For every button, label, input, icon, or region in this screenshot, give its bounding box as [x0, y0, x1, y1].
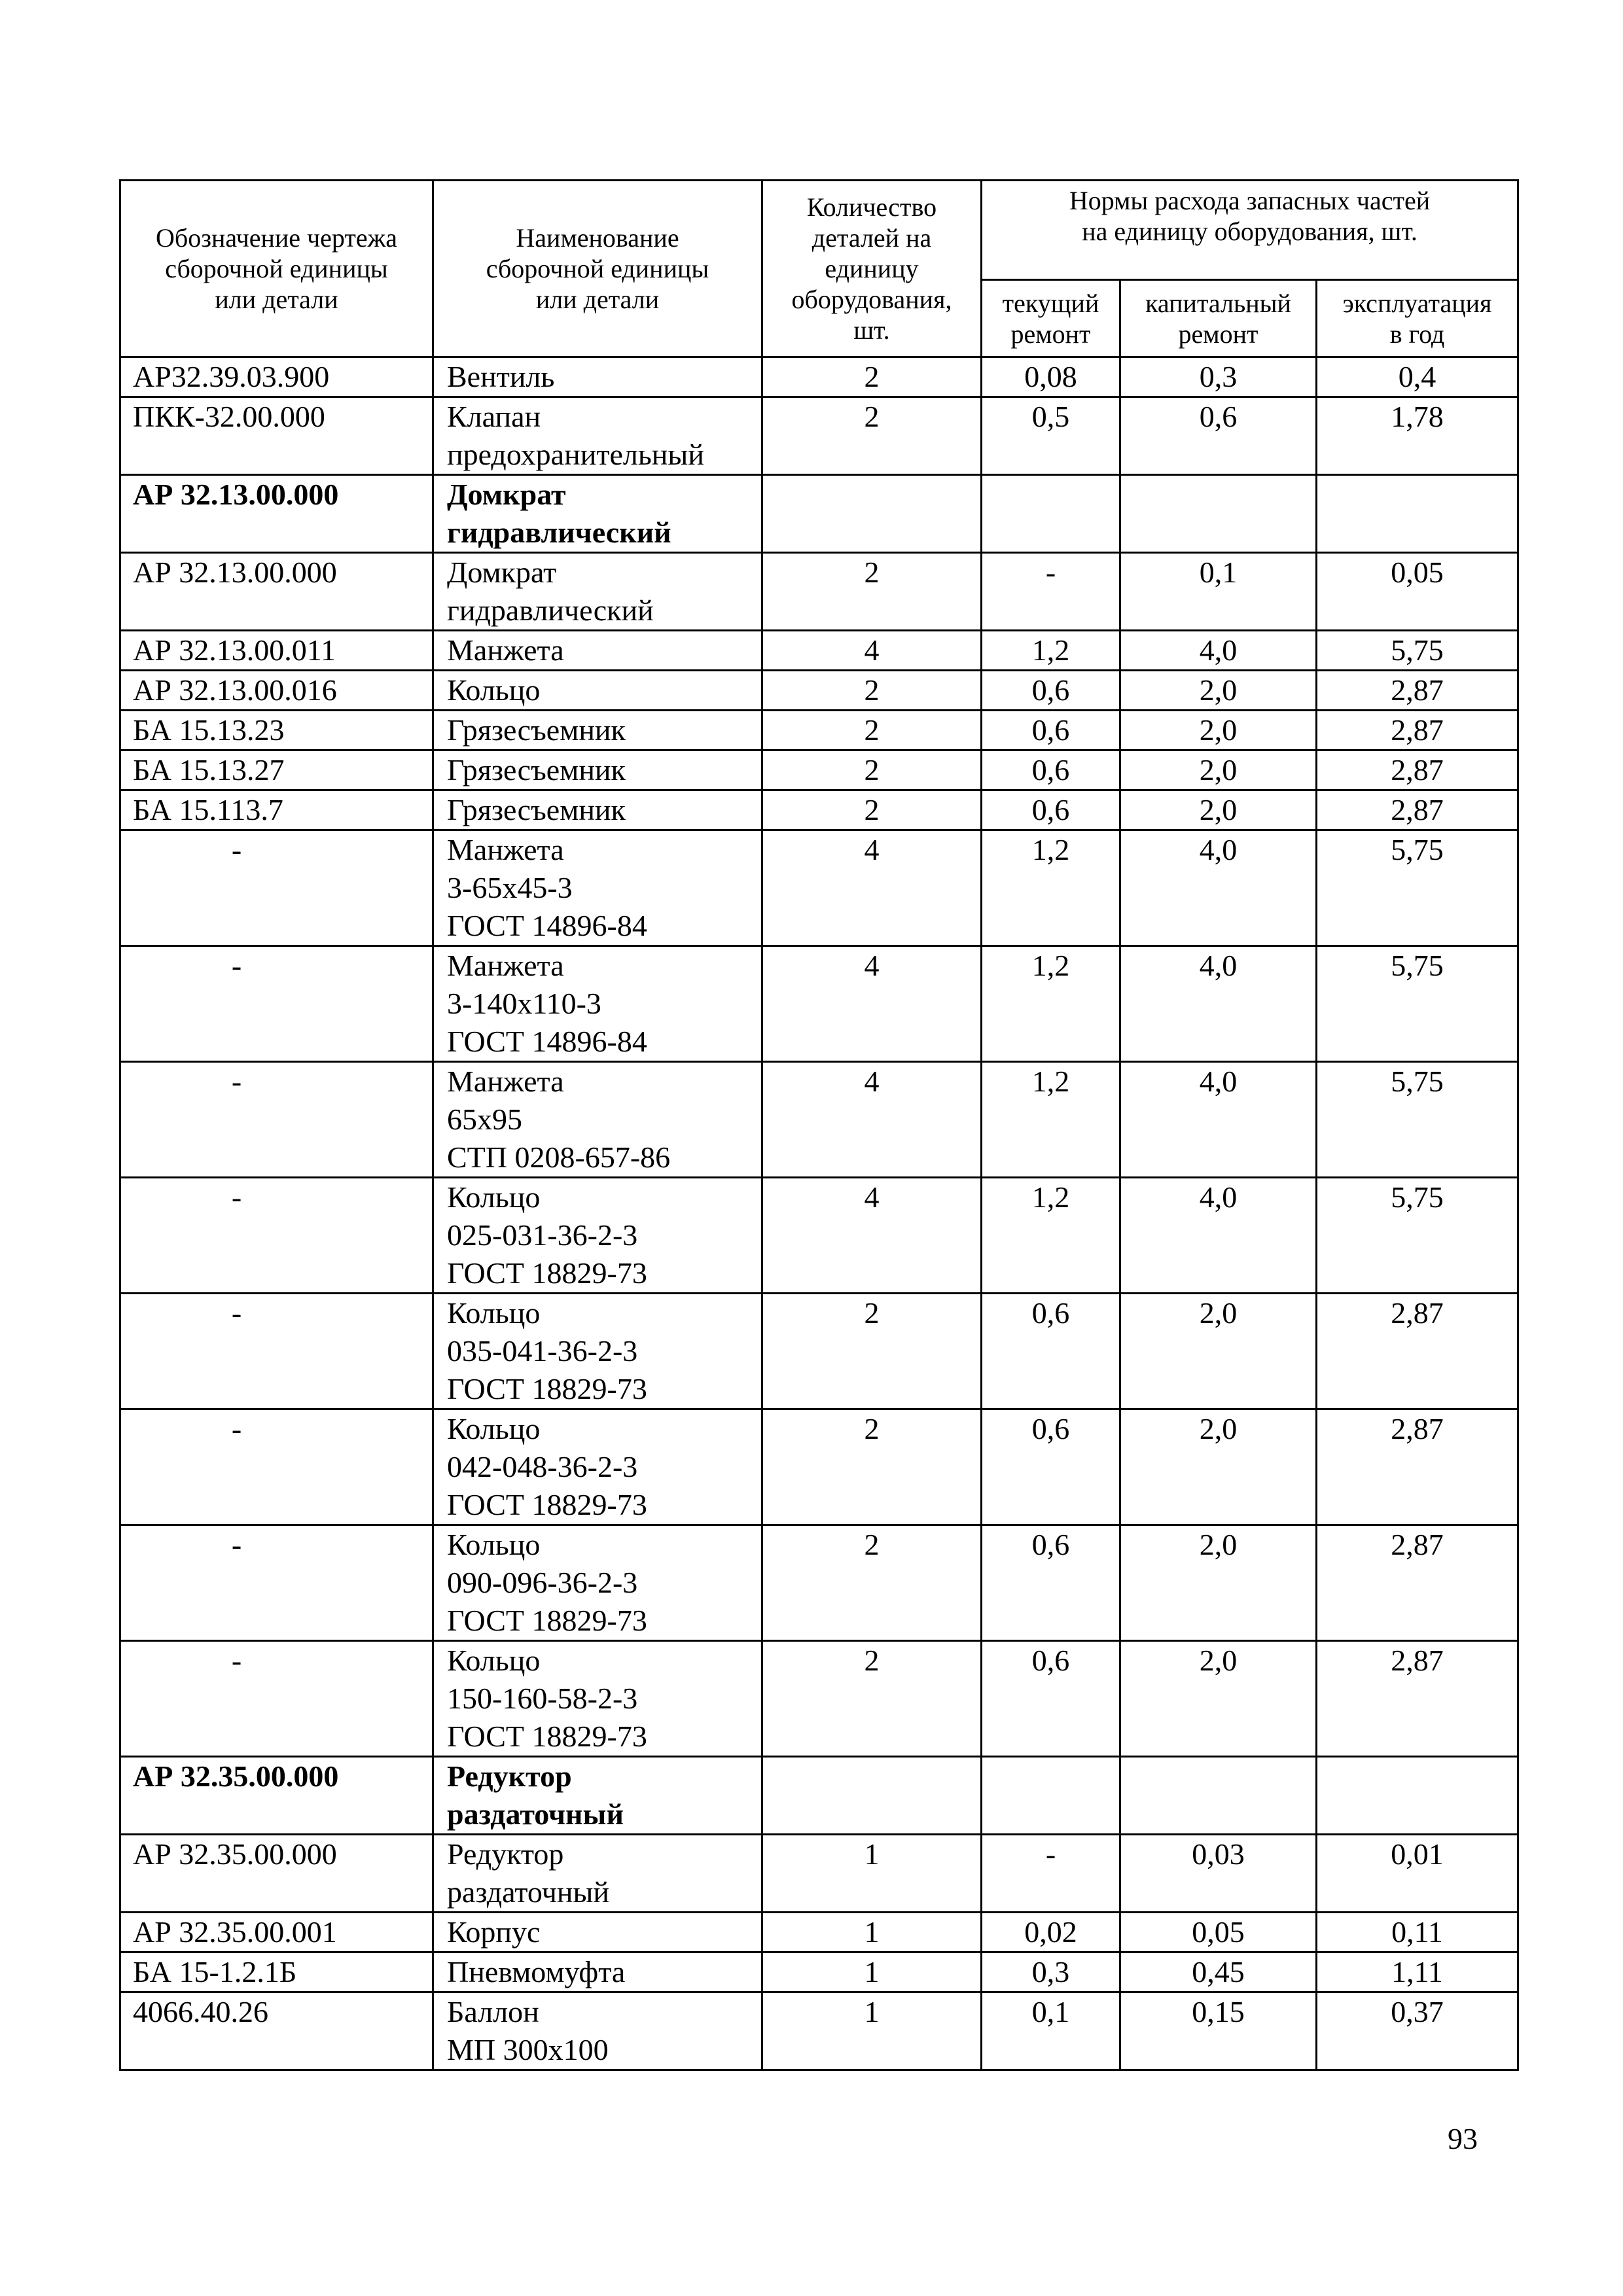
cell-unit-name [433, 553, 762, 631]
cell-unit-name-line: Клапан [447, 400, 541, 433]
cell-drawing-designation: АР32.39.03.900 [120, 357, 433, 397]
cell-drawing-designation: БА 15.113.7 [120, 790, 433, 830]
cell-unit-name-line: Грязесъемник [447, 713, 626, 747]
cell-quantity: 2 [762, 751, 982, 790]
cell-operation-per-year: 5,75 [1317, 631, 1518, 671]
cell-current-repair: 0,02 [982, 1913, 1120, 1952]
table-row [120, 1757, 1518, 1835]
cell-unit-name-line: ГОСТ 14896-84 [447, 909, 647, 942]
cell-capital-repair: 2,0 [1120, 1409, 1317, 1525]
cell-quantity: 4 [762, 1178, 982, 1294]
cell-unit-name-line: 090-096-36-2-3 [447, 1566, 638, 1599]
cell-unit-name-line: Редуктор [447, 1759, 572, 1793]
table-body [120, 357, 1518, 2070]
cell-operation-per-year [1317, 475, 1518, 553]
table-row [120, 553, 1518, 631]
cell-unit-name-line: Редуктор [447, 1837, 564, 1871]
cell-unit-name [433, 1178, 762, 1294]
cell-unit-name-line: Манжета [447, 833, 564, 866]
page-number: 93 [1448, 2122, 1478, 2155]
cell-quantity: 1 [762, 1835, 982, 1913]
header-current-repair-line: текущий [1002, 288, 1099, 318]
cell-quantity: 1 [762, 1913, 982, 1952]
header-operation-per-year-line: в год [1389, 319, 1445, 349]
header-unit-name [433, 181, 762, 357]
header-unit-name-line: сборочной единицы [486, 254, 709, 283]
table-row [120, 751, 1518, 790]
cell-quantity: 2 [762, 397, 982, 475]
table-row [120, 1062, 1518, 1178]
cell-quantity: 1 [762, 1992, 982, 2070]
table-row [120, 711, 1518, 751]
cell-unit-name-line: предохранительный [447, 438, 704, 471]
header-drawing-designation-line: Обозначение чертежа [155, 223, 397, 253]
table-row [120, 1294, 1518, 1409]
cell-unit-name-line: Пневмомуфта [447, 1955, 626, 1988]
cell-capital-repair: 4,0 [1120, 631, 1317, 671]
cell-capital-repair: 0,15 [1120, 1992, 1317, 2070]
cell-drawing-designation: ПКК-32.00.000 [120, 397, 433, 475]
table-row [120, 1992, 1518, 2070]
cell-quantity: 2 [762, 1294, 982, 1409]
cell-capital-repair: 4,0 [1120, 1062, 1317, 1178]
cell-unit-name-line: 025-031-36-2-3 [447, 1218, 638, 1252]
cell-unit-name-line: ГОСТ 18829-73 [447, 1604, 647, 1637]
header-parts-quantity-line: Количество [806, 192, 937, 222]
cell-drawing-designation: АР 32.13.00.016 [120, 671, 433, 711]
header-operation-per-year [1317, 280, 1518, 357]
cell-operation-per-year: 1,78 [1317, 397, 1518, 475]
cell-unit-name-line: Домкрат [447, 556, 557, 589]
cell-drawing-designation: 4066.40.26 [120, 1992, 433, 2070]
cell-current-repair: 0,1 [982, 1992, 1120, 2070]
cell-operation-per-year: 2,87 [1317, 1294, 1518, 1409]
cell-operation-per-year: 0,37 [1317, 1992, 1518, 2070]
cell-unit-name-line: Манжета [447, 949, 564, 982]
cell-unit-name [433, 946, 762, 1062]
cell-unit-name-line: ГОСТ 18829-73 [447, 1372, 647, 1405]
cell-quantity: 2 [762, 1641, 982, 1757]
cell-capital-repair: 2,0 [1120, 1641, 1317, 1757]
cell-unit-name-line: 150-160-58-2-3 [447, 1682, 638, 1715]
cell-current-repair: 0,6 [982, 1641, 1120, 1757]
header-consumption-norms-line: Нормы расхода запасных частей [1069, 186, 1431, 215]
cell-unit-name [433, 790, 762, 830]
header-parts-quantity-line: шт. [853, 315, 890, 345]
cell-drawing-designation: - [120, 1062, 433, 1178]
header-capital-repair [1120, 280, 1317, 357]
cell-drawing-designation: - [120, 1409, 433, 1525]
table-row [120, 946, 1518, 1062]
cell-unit-name-line: ГОСТ 18829-73 [447, 1488, 647, 1521]
header-consumption-norms [982, 181, 1518, 280]
cell-unit-name-line: раздаточный [447, 1797, 624, 1831]
cell-unit-name-line: ГОСТ 14896-84 [447, 1025, 647, 1058]
cell-unit-name [433, 751, 762, 790]
cell-unit-name-line: Домкрат [447, 478, 566, 511]
cell-current-repair [982, 1757, 1120, 1835]
cell-unit-name-line: Манжета [447, 1065, 564, 1098]
cell-capital-repair: 4,0 [1120, 946, 1317, 1062]
cell-operation-per-year: 2,87 [1317, 1641, 1518, 1757]
cell-operation-per-year: 5,75 [1317, 1062, 1518, 1178]
table-row [120, 1178, 1518, 1294]
cell-unit-name-line: раздаточный [447, 1875, 609, 1909]
cell-capital-repair: 0,6 [1120, 397, 1317, 475]
header-parts-quantity-line: деталей на [812, 223, 932, 253]
cell-unit-name [433, 1294, 762, 1409]
cell-drawing-designation: - [120, 1641, 433, 1757]
cell-operation-per-year: 5,75 [1317, 830, 1518, 946]
cell-unit-name-line: Грязесъемник [447, 793, 626, 826]
cell-current-repair: - [982, 553, 1120, 631]
cell-unit-name [433, 1062, 762, 1178]
cell-drawing-designation: - [120, 1178, 433, 1294]
cell-quantity: 4 [762, 946, 982, 1062]
cell-unit-name-line: Кольцо [447, 1412, 541, 1445]
cell-quantity: 2 [762, 553, 982, 631]
cell-quantity: 1 [762, 1952, 982, 1992]
cell-operation-per-year: 2,87 [1317, 671, 1518, 711]
cell-quantity: 2 [762, 790, 982, 830]
cell-operation-per-year: 2,87 [1317, 711, 1518, 751]
header-current-repair-line: ремонт [1010, 319, 1091, 349]
cell-drawing-designation: - [120, 830, 433, 946]
table-row [120, 631, 1518, 671]
cell-unit-name [433, 1525, 762, 1641]
cell-current-repair [982, 475, 1120, 553]
cell-drawing-designation: - [120, 1294, 433, 1409]
cell-unit-name-line: Кольцо [447, 673, 541, 707]
cell-operation-per-year: 0,11 [1317, 1913, 1518, 1952]
cell-unit-name-line: Кольцо [447, 1644, 541, 1677]
table-row [120, 790, 1518, 830]
header-unit-name-line: или детали [535, 285, 660, 314]
header-drawing-designation-line: сборочной единицы [165, 254, 388, 283]
cell-unit-name [433, 631, 762, 671]
cell-capital-repair [1120, 475, 1317, 553]
cell-unit-name [433, 1952, 762, 1992]
cell-drawing-designation: АР 32.13.00.011 [120, 631, 433, 671]
cell-unit-name-line: ГОСТ 18829-73 [447, 1256, 647, 1290]
header-drawing-designation-line: или детали [215, 285, 338, 314]
cell-capital-repair: 2,0 [1120, 711, 1317, 751]
cell-unit-name-line: Манжета [447, 633, 564, 667]
cell-operation-per-year: 0,4 [1317, 357, 1518, 397]
cell-quantity: 4 [762, 830, 982, 946]
header-parts-quantity-line: единицу [825, 254, 919, 283]
header-capital-repair-line: ремонт [1178, 319, 1258, 349]
cell-capital-repair: 4,0 [1120, 1178, 1317, 1294]
table-row [120, 830, 1518, 946]
cell-unit-name-line: Грязесъемник [447, 753, 626, 786]
cell-quantity: 2 [762, 357, 982, 397]
cell-unit-name [433, 711, 762, 751]
cell-current-repair: 0,6 [982, 671, 1120, 711]
cell-unit-name [433, 357, 762, 397]
cell-drawing-designation: БА 15.13.27 [120, 751, 433, 790]
cell-operation-per-year: 2,87 [1317, 1525, 1518, 1641]
cell-operation-per-year: 2,87 [1317, 751, 1518, 790]
table-row [120, 1952, 1518, 1992]
header-consumption-norms-line: на единицу оборудования, шт. [1082, 217, 1418, 246]
cell-unit-name [433, 1757, 762, 1835]
cell-unit-name [433, 397, 762, 475]
cell-capital-repair: 0,1 [1120, 553, 1317, 631]
cell-capital-repair: 0,05 [1120, 1913, 1317, 1952]
cell-unit-name-line: 3-65х45-3 [447, 871, 573, 904]
cell-drawing-designation: АР 32.35.00.000 [120, 1757, 433, 1835]
table-row [120, 1641, 1518, 1757]
cell-unit-name [433, 671, 762, 711]
spare-parts-table [119, 179, 1519, 2071]
cell-capital-repair: 2,0 [1120, 1294, 1317, 1409]
cell-capital-repair: 0,45 [1120, 1952, 1317, 1992]
table-row [120, 1525, 1518, 1641]
table-row [120, 1913, 1518, 1952]
cell-quantity: 4 [762, 631, 982, 671]
cell-current-repair: 0,6 [982, 751, 1120, 790]
cell-current-repair: 1,2 [982, 1178, 1120, 1294]
cell-current-repair: 1,2 [982, 1062, 1120, 1178]
cell-current-repair: 1,2 [982, 631, 1120, 671]
cell-quantity: 2 [762, 1409, 982, 1525]
cell-current-repair: 0,6 [982, 1409, 1120, 1525]
table-row [120, 1835, 1518, 1913]
cell-operation-per-year: 1,11 [1317, 1952, 1518, 1992]
cell-operation-per-year: 5,75 [1317, 1178, 1518, 1294]
cell-drawing-designation: АР 32.13.00.000 [120, 475, 433, 553]
cell-drawing-designation: БА 15.13.23 [120, 711, 433, 751]
cell-current-repair: 1,2 [982, 830, 1120, 946]
cell-unit-name [433, 830, 762, 946]
cell-unit-name-line: гидравлический [447, 593, 654, 627]
table-row [120, 357, 1518, 397]
cell-unit-name-line: 035-041-36-2-3 [447, 1334, 638, 1368]
table-row [120, 475, 1518, 553]
cell-unit-name-line: Кольцо [447, 1528, 541, 1561]
cell-drawing-designation: АР 32.35.00.001 [120, 1913, 433, 1952]
cell-operation-per-year: 0,05 [1317, 553, 1518, 631]
cell-current-repair: 0,3 [982, 1952, 1120, 1992]
cell-unit-name-line: Вентиль [447, 360, 555, 393]
cell-unit-name [433, 1409, 762, 1525]
cell-operation-per-year: 2,87 [1317, 790, 1518, 830]
cell-current-repair: 0,6 [982, 790, 1120, 830]
cell-unit-name-line: Кольцо [447, 1180, 541, 1214]
cell-quantity: 2 [762, 711, 982, 751]
cell-unit-name-line: 65х95 [447, 1103, 522, 1136]
cell-current-repair: 0,6 [982, 711, 1120, 751]
header-operation-per-year-line: эксплуатация [1342, 288, 1492, 318]
cell-quantity: 4 [762, 1062, 982, 1178]
cell-drawing-designation: - [120, 1525, 433, 1641]
cell-drawing-designation: АР 32.35.00.000 [120, 1835, 433, 1913]
header-parts-quantity [762, 181, 982, 357]
header-parts-quantity-line: оборудования, [791, 285, 952, 314]
cell-current-repair: 0,08 [982, 357, 1120, 397]
cell-capital-repair: 0,3 [1120, 357, 1317, 397]
cell-capital-repair [1120, 1757, 1317, 1835]
cell-capital-repair: 0,03 [1120, 1835, 1317, 1913]
cell-capital-repair: 2,0 [1120, 1525, 1317, 1641]
header-unit-name-line: Наименование [516, 223, 679, 253]
cell-quantity: 2 [762, 1525, 982, 1641]
cell-capital-repair: 2,0 [1120, 790, 1317, 830]
cell-quantity [762, 1757, 982, 1835]
cell-unit-name [433, 475, 762, 553]
cell-drawing-designation: - [120, 946, 433, 1062]
cell-unit-name-line: Кольцо [447, 1296, 541, 1330]
cell-current-repair: 0,6 [982, 1294, 1120, 1409]
cell-capital-repair: 4,0 [1120, 830, 1317, 946]
cell-operation-per-year: 2,87 [1317, 1409, 1518, 1525]
cell-unit-name-line: гидравлический [447, 516, 671, 549]
table-row [120, 671, 1518, 711]
cell-unit-name [433, 1835, 762, 1913]
cell-unit-name-line: 3-140х110-3 [447, 987, 601, 1020]
cell-operation-per-year: 0,01 [1317, 1835, 1518, 1913]
cell-unit-name [433, 1913, 762, 1952]
header-drawing-designation [120, 181, 433, 357]
cell-drawing-designation: АР 32.13.00.000 [120, 553, 433, 631]
cell-quantity: 2 [762, 671, 982, 711]
cell-capital-repair: 2,0 [1120, 751, 1317, 790]
cell-unit-name-line: ГОСТ 18829-73 [447, 1720, 647, 1753]
cell-current-repair: 1,2 [982, 946, 1120, 1062]
table-row [120, 1409, 1518, 1525]
cell-current-repair: 0,6 [982, 1525, 1120, 1641]
cell-current-repair: 0,5 [982, 397, 1120, 475]
cell-operation-per-year: 5,75 [1317, 946, 1518, 1062]
cell-unit-name [433, 1992, 762, 2070]
cell-unit-name-line: Баллон [447, 1995, 539, 2028]
cell-unit-name [433, 1641, 762, 1757]
cell-unit-name-line: МП 300х100 [447, 2033, 609, 2066]
cell-drawing-designation: БА 15-1.2.1Б [120, 1952, 433, 1992]
cell-current-repair: - [982, 1835, 1120, 1913]
header-capital-repair-line: капитальный [1145, 288, 1291, 318]
table-row [120, 397, 1518, 475]
cell-quantity [762, 475, 982, 553]
header-current-repair [982, 280, 1120, 357]
cell-unit-name-line: Корпус [447, 1915, 541, 1949]
cell-capital-repair: 2,0 [1120, 671, 1317, 711]
cell-operation-per-year [1317, 1757, 1518, 1835]
cell-unit-name-line: СТП 0208-657-86 [447, 1140, 671, 1174]
cell-unit-name-line: 042-048-36-2-3 [447, 1450, 638, 1483]
